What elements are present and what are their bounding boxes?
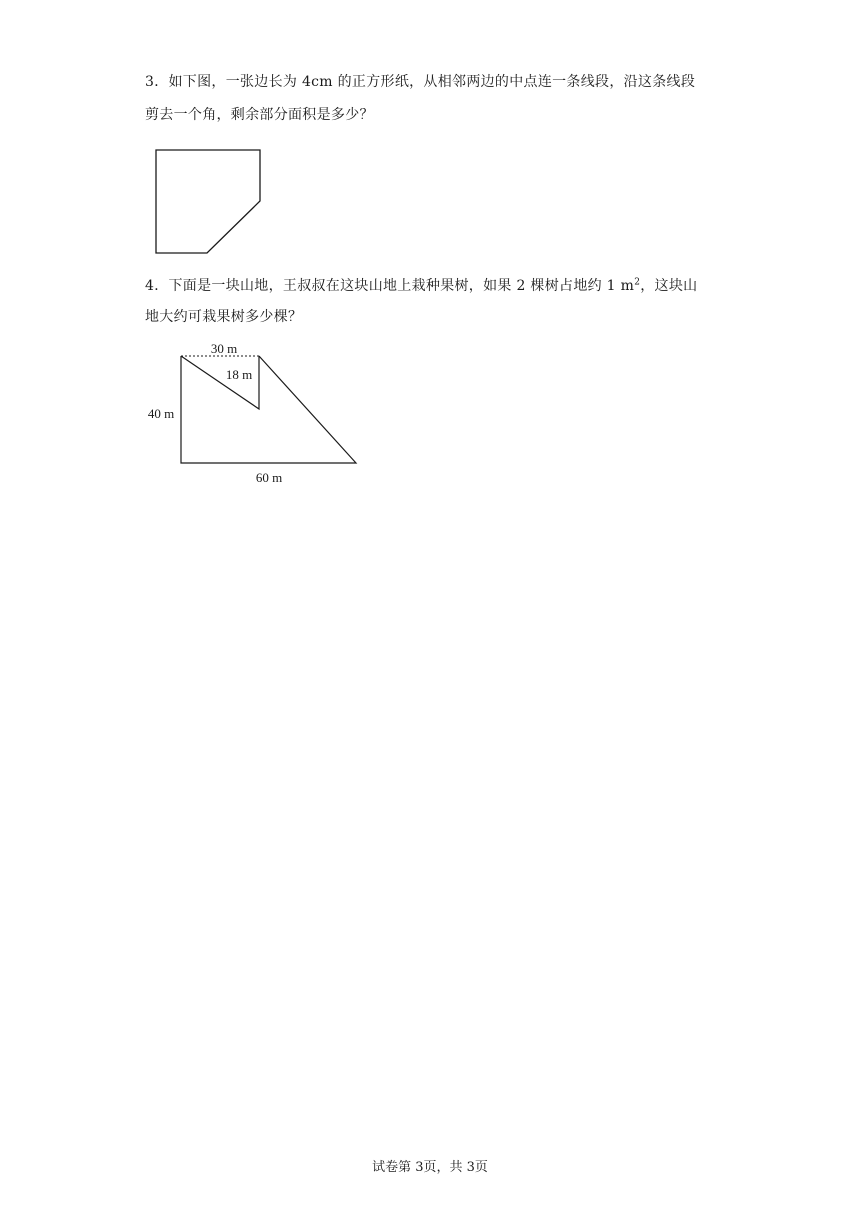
question-4-text-line-1 [145, 276, 697, 296]
inner-dimension-label: 18 m [225, 367, 253, 382]
left-dimension-label: 40 m [147, 406, 175, 421]
question-4-text-line-2: 地大约可栽果树多少棵？ [145, 309, 303, 325]
square-meter-superscript: 2 [634, 277, 641, 288]
question-3-text-line-2: 剪去一个角，剩余部分面积是多少？ [145, 107, 374, 123]
question-4-land-figure [138, 338, 368, 493]
question-3-cut-square-figure [150, 145, 270, 260]
bottom-dimension-label: 60 m [255, 470, 283, 485]
page-footer: 试卷第 3页，共 3页 [372, 1160, 488, 1175]
inner-triangle [181, 356, 259, 409]
top-dimension-label: 30 m [210, 341, 238, 356]
question-3-text-line-1: 3．如下图，一张边长为 4cm 的正方形纸，从相邻两边的中点连一条线段，沿这条线段 [145, 74, 696, 90]
cut-square-outline [156, 150, 260, 253]
question-4-text-tail: ，这块山 [640, 278, 698, 294]
question-4-text-main: 4．下面是一块山地，王叔叔在这块山地上栽种果树，如果 2 棵树占地约 1 m [145, 278, 635, 294]
land-outline [181, 356, 356, 463]
